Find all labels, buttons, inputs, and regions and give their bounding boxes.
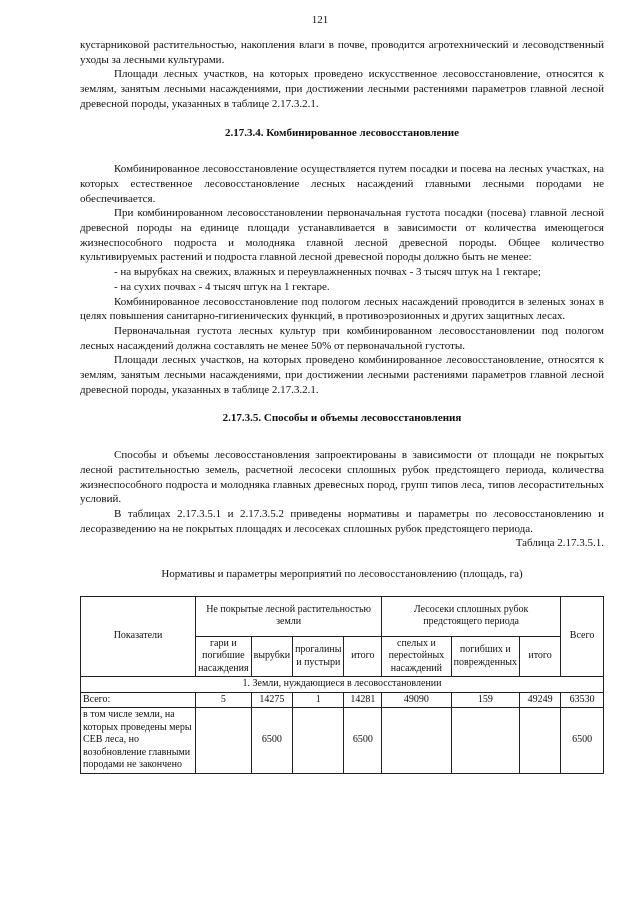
header-burnt: гари и погибшие насаждения (196, 636, 252, 677)
cell: 49090 (382, 692, 451, 708)
page-number: 121 (311, 14, 329, 26)
cell: 5 (196, 692, 252, 708)
cell: 49249 (520, 692, 561, 708)
header-clearcuts: Лесосеки сплошных рубок предстоящего периода (382, 596, 561, 636)
header-dead: погибших и поврежденных (451, 636, 519, 677)
header-clearings: вырубки (251, 636, 292, 677)
document-body (80, 38, 604, 774)
row-label: Всего: (81, 692, 196, 708)
cell: 14275 (251, 692, 292, 708)
paragraph: В таблицах 2.17.3.5.1 и 2.17.3.5.2 приведены нормативы и параметры по лесовосстановлению и лесоразведению на не покрытых площадях и лесосеках сплошных рубок предстоящего периода. (80, 507, 604, 535)
row-label: в том числе земли, на которых проведены меры СЕВ леса, но возобновление главными породами не закончено (81, 708, 196, 774)
header-subtotal-1: итого (344, 636, 382, 677)
cell (196, 708, 252, 774)
paragraph: Способы и объемы лесовосстановления запроектированы в зависимости от площади не покрытых лесной растительностью земель, расчетной лесосеки сплошных рубок предстоящего периода, количества жизнеспособного подроста и молодняка главных древесных пород, групп типов леса, типов лесорастительных условий. (80, 449, 604, 506)
paragraph: Площади лесных участков, на которых проведено комбинированное лесовосстановление, относятся к землям, занятым лесными насаждениями, при достижении лесными растениями параметров главной лесной древесной породы, указанных в таблице 2.17.3.2.1. (80, 354, 604, 396)
paragraph: кустарниковой растительностью, накопления влаги в почве, проводится агротехнический и лесоводственный уходы за лесными культурами. (80, 39, 604, 66)
cell: 6500 (561, 708, 604, 774)
cell (451, 708, 519, 774)
header-gaps: прогалины и пустыри (293, 636, 344, 677)
paragraph: Комбинированное лесовосстановление под пологом лесных насаждений проводится в зеленых зонах в целях повышения санитарно-гигиенических функций, в противоэрозионных и других защитных лесах. (80, 295, 604, 323)
section-heading: 2.17.3.4. Комбинированное лесовосстановление (224, 126, 459, 139)
table-row (81, 692, 604, 708)
cell: 159 (451, 692, 519, 708)
cell: 6500 (251, 708, 292, 774)
table-label: Таблица 2.17.3.5.1. (515, 537, 604, 550)
header-mature: спелых и перестойных насаждений (382, 636, 451, 677)
header-indicators: Показатели (81, 596, 196, 677)
section-heading: 2.17.3.5. Способы и объемы лесовосстановления (222, 412, 462, 425)
paragraph: При комбинированном лесовосстановлении первоначальная густота посадки (посева) главной лесной древесной породы на единице площади устанавливается в зависимости от количества имеющегося жизнеспособного подроста и молодняка главной лесной древесной породы. Общее количество культивируемых растений и подроста главной лесной древесной породы должно быть не менее: (80, 207, 604, 264)
header-total: Всего (561, 596, 604, 677)
cell: 63530 (561, 692, 604, 708)
header-subtotal-2: итого (520, 636, 561, 677)
cell: 14281 (344, 692, 382, 708)
table-row (81, 708, 604, 774)
table-title: Нормативы и параметры мероприятий по лесовосстановлению (площадь, га) (161, 568, 523, 581)
forest-regeneration-table (80, 596, 604, 774)
cell (520, 708, 561, 774)
list-item: - на вырубках на свежих, влажных и переувлажненных почвах - 3 тысяч штук на 1 гектаре; (114, 266, 541, 279)
header-uncovered-lands: Не покрытые лесной растительностью земли (196, 596, 382, 636)
table-section-row: 1. Земли, нуждающиеся в лесовосстановлении (81, 677, 604, 693)
cell: 1 (293, 692, 344, 708)
list-item: - на сухих почвах - 4 тысяч штук на 1 гектаре. (114, 280, 330, 293)
cell: 6500 (344, 708, 382, 774)
cell (293, 708, 344, 774)
paragraph: Площади лесных участков, на которых проведено искусственное лесовосстановление, относятся к землям, занятым лесными насаждениями, при достижении лесными растениями параметров главной лесной древесной породы, указанных в таблице 2.17.3.2.1. (80, 68, 604, 110)
cell (382, 708, 451, 774)
paragraph: Первоначальная густота лесных культур при комбинированном лесовосстановлении под пологом лесных насаждений должна составлять не менее 50% от первоначальной густоты. (80, 324, 604, 352)
paragraph: Комбинированное лесовосстановление осуществляется путем посадки и посева на лесных участках, на которых естественное лесовосстановление лесных насаждений главными лесными породами не обеспечивается. (80, 163, 604, 205)
